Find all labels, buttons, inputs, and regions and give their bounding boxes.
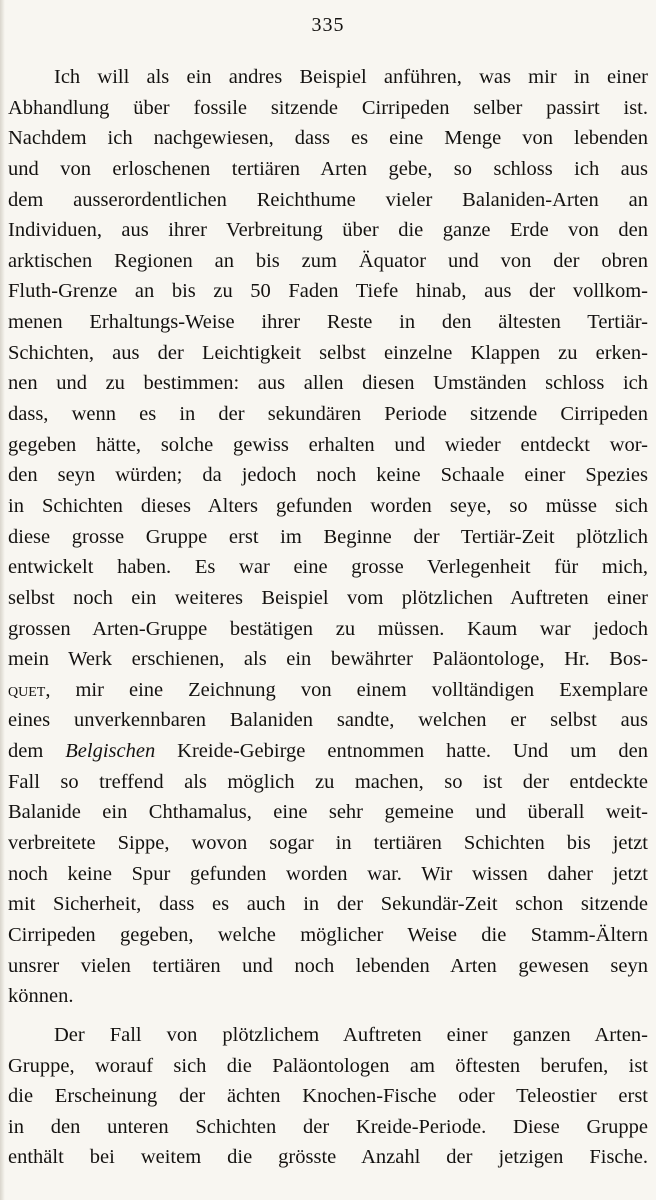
text-line: grossen Arten-Gruppe bestätigen zu müssen. Kaum war jedoch	[8, 617, 648, 640]
paragraph-1	[8, 62, 648, 1012]
text-line: Balanide ein Chthamalus, eine sehr gemeine und überall weit-	[8, 801, 648, 824]
text-line: in den unteren Schichten der Kreide-Periode. Diese Gruppe	[8, 1115, 648, 1138]
text-line: mit Sicherheit, dass es auch in der Sekundär-Zeit schon sitzende	[8, 893, 648, 916]
paragraph-2	[8, 1020, 648, 1173]
text-line: Fall so treffend als möglich zu machen, so ist der entdeckte	[8, 770, 648, 793]
text-line	[8, 675, 648, 706]
text-line: enthält bei weitem die grösste Anzahl der jetzigen Fische.	[8, 1146, 648, 1169]
text-line: gegeben hätte, solche gewiss erhalten und wieder entdeckt wor-	[8, 433, 648, 456]
author-name-smallcaps: quet	[8, 678, 46, 701]
text-line: unsrer vielen tertiären und noch lebenden Arten gewesen seyn	[8, 954, 648, 977]
text-line: eines unverkennbaren Balaniden sandte, welchen er selbst aus	[8, 709, 648, 732]
text-line: arktischen Regionen an bis zum Äquator und von der obren	[8, 249, 648, 272]
text-line: Ich will als ein andres Beispiel anführen, was mir in einer	[54, 66, 648, 88]
text-line: selbst noch ein weiteres Beispiel vom plötzlichen Auftreten einer	[8, 586, 648, 609]
text-line: können.	[8, 985, 74, 1008]
text-line: den seyn würden; da jedoch noch keine Schaale einer Spezies	[8, 464, 648, 487]
text-line: die Erscheinung der ächten Knochen-Fische oder Teleostier erst	[8, 1085, 648, 1108]
page-number: 335	[311, 14, 345, 36]
text-fragment: Kreide-Gebirge entnommen hatte. Und um den	[155, 740, 648, 763]
text-line: dem ausserordentlichen Reichthume vieler Balaniden-Arten an	[8, 188, 648, 211]
text-line: verbreitete Sippe, wovon sogar in tertiären Schichten bis jetzt	[8, 832, 648, 855]
text-line: entwickelt haben. Es war eine grosse Verlegenheit für mich,	[8, 556, 648, 579]
text-line: Individuen, aus ihrer Verbreitung über die ganze Erde von den	[8, 219, 648, 242]
emphasis-italic: Belgischen	[65, 740, 156, 763]
text-line: menen Erhaltungs-Weise ihrer Reste in den ältesten Tertiär-	[8, 311, 648, 334]
body-text	[8, 62, 648, 1173]
text-line: Schichten, aus der Leichtigkeit selbst einzelne Klappen zu erken-	[8, 341, 648, 364]
text-line: nen und zu bestimmen: aus allen diesen Umständen schloss ich	[8, 372, 648, 395]
text-line: Der Fall von plötzlichem Auftreten einer ganzen Arten-	[54, 1023, 648, 1046]
text-line: Fluth-Grenze an bis zu 50 Faden Tiefe hinab, aus der vollkom-	[8, 280, 648, 303]
text-fragment: dem	[8, 740, 66, 763]
page-edge-shadow	[0, 0, 5, 1200]
text-line: mein Werk erschienen, als ein bewährter Paläontologe, Hr. Bos-	[8, 648, 648, 671]
text-line	[8, 736, 648, 767]
text-line: Gruppe, worauf sich die Paläontologen am öftesten berufen, ist	[8, 1054, 648, 1077]
text-line: Nachdem ich nachgewiesen, dass es eine Menge von lebenden	[8, 127, 648, 150]
text-line: Abhandlung über fossile sitzende Cirripeden selber passirt ist.	[8, 96, 648, 119]
text-line: diese grosse Gruppe erst im Beginne der Tertiär-Zeit plötzlich	[8, 525, 648, 548]
text-line: in Schichten dieses Alters gefunden worden seye, so müsse sich	[8, 494, 648, 517]
text-fragment: , mir eine Zeichnung von einem volltändigen Exemplare	[45, 678, 648, 701]
text-line: Cirripeden gegeben, welche möglicher Weise die Stamm-Ältern	[8, 923, 648, 946]
text-line: und von erloschenen tertiären Arten gebe, so schloss ich aus	[8, 157, 648, 180]
text-line: noch keine Spur gefunden worden war. Wir wissen daher jetzt	[8, 862, 648, 885]
text-line: dass, wenn es in der sekundären Periode sitzende Cirripeden	[8, 403, 648, 426]
